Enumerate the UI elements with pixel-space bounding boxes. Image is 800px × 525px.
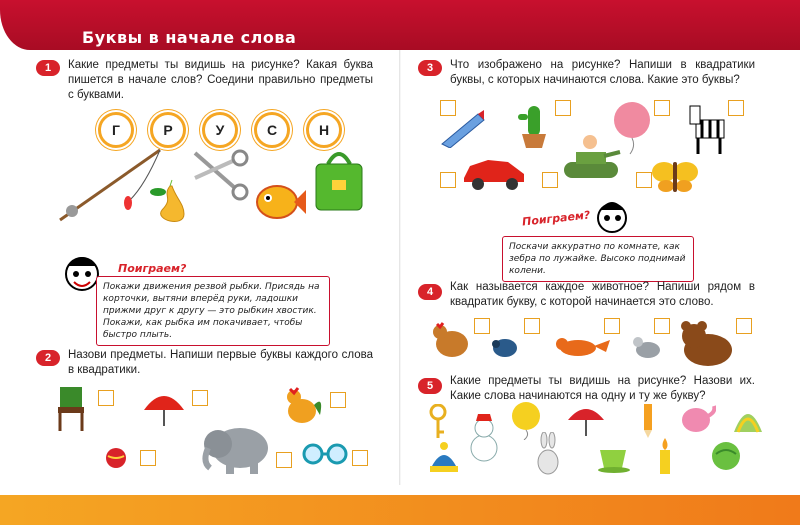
answer-box-chair[interactable] — [98, 390, 114, 406]
letter-flower-3: У — [202, 112, 238, 148]
chair-icon — [52, 385, 90, 433]
task-4-number: 4 — [418, 284, 442, 300]
hen-icon — [430, 318, 472, 363]
seashell-icon — [730, 396, 766, 436]
glasses-icon — [300, 440, 350, 466]
answer-box-bear[interactable] — [736, 318, 752, 334]
candle-icon — [654, 436, 676, 476]
ball-icon — [104, 446, 128, 470]
book-spine — [399, 50, 401, 495]
umbrella-icon-2 — [566, 402, 606, 440]
umbrella-icon — [140, 388, 188, 430]
pencil-icon — [636, 402, 660, 438]
butterfly-icon — [650, 156, 700, 196]
fish-icon — [252, 178, 307, 226]
answer-box-tank[interactable] — [542, 172, 558, 188]
task-2-text: Назови предметы. Напиши первые буквы каждого слова в квадратики. — [68, 349, 373, 376]
answer-box-mouse[interactable] — [654, 318, 670, 334]
tank-icon — [560, 132, 622, 184]
fox-icon — [552, 332, 612, 362]
task-4-text: Как называется каждое животное? Напиши рядом в квадратик букву, с которой начинается это слово. — [450, 281, 755, 308]
answer-box-zebra[interactable] — [728, 100, 744, 116]
answer-box-umbrella[interactable] — [192, 390, 208, 406]
snowman-icon — [464, 412, 504, 462]
answer-box-rooster[interactable] — [330, 392, 346, 408]
task-1-number: 1 — [36, 60, 60, 76]
answer-box-cactus[interactable] — [555, 100, 571, 116]
letter-flower-5: Н — [306, 112, 342, 148]
answer-box-elephant[interactable] — [276, 452, 292, 468]
play-right-title: Поиграем? — [521, 208, 591, 229]
letter-flower-4: С — [254, 112, 290, 148]
scissors-icon — [190, 148, 252, 203]
play-left-title: Поиграем? — [118, 262, 187, 275]
answer-box-balloon[interactable] — [654, 100, 670, 116]
winter-hat-icon — [426, 440, 462, 476]
answer-box-beetle[interactable] — [524, 318, 540, 334]
cup-icon — [596, 446, 634, 474]
task-2-number: 2 — [36, 350, 60, 366]
answer-box-car[interactable] — [440, 172, 456, 188]
task-3-text: Что изображено на рисунке? Напиши в квадратики буквы, с которых начинаются слова. Какие это буквы? — [450, 59, 755, 86]
task-3-number: 3 — [418, 60, 442, 76]
cartoon-boy-icon-2 — [590, 196, 635, 241]
letter-flower-1: Г — [98, 112, 134, 148]
bear-icon — [678, 318, 736, 368]
play-right-text: Поскачи аккуратно по комнате, как зебра по лужайке. Высоко поднимай колени. — [502, 236, 694, 282]
answer-box-glasses[interactable] — [352, 450, 368, 466]
beetle-icon — [488, 332, 522, 360]
rabbit-icon — [534, 432, 562, 476]
answer-box-fox[interactable] — [604, 318, 620, 334]
cabbage-icon — [708, 440, 744, 472]
answer-box-ball[interactable] — [140, 450, 156, 466]
play-left-text: Покажи движения резвой рыбки. Присядь на корточки, вытяни вперёд руки, ладошки прижми друг к другу — это рыбкин хвостик. Покажи, как рыбка им покачивает, чтобы быстро плыть. — [96, 276, 330, 346]
mouse-icon — [630, 334, 666, 362]
elephant-icon — [200, 418, 272, 476]
key-icon — [426, 404, 450, 440]
letter-flower-2: Р — [150, 112, 186, 148]
pear-icon — [148, 178, 193, 228]
footer-bar — [0, 495, 800, 525]
zebra-icon — [686, 102, 730, 157]
page-title: Буквы в начале слова — [82, 28, 297, 47]
handbag-icon — [310, 144, 368, 214]
cactus-icon — [514, 100, 554, 150]
task-1-text: Какие предметы ты видишь на рисунке? Какая буква пишется в начале слов? Соедини правильно предметы с буквами. — [68, 59, 373, 101]
rocket-icon — [438, 108, 486, 148]
task-5-number: 5 — [418, 378, 442, 394]
teapot-icon — [676, 396, 716, 436]
task-5-text: Какие предметы ты видишь на рисунке? Назови их. Какие слова начинаются на одну и ту же букву? — [450, 375, 755, 402]
rooster-icon — [280, 385, 325, 430]
car-icon — [460, 150, 530, 192]
